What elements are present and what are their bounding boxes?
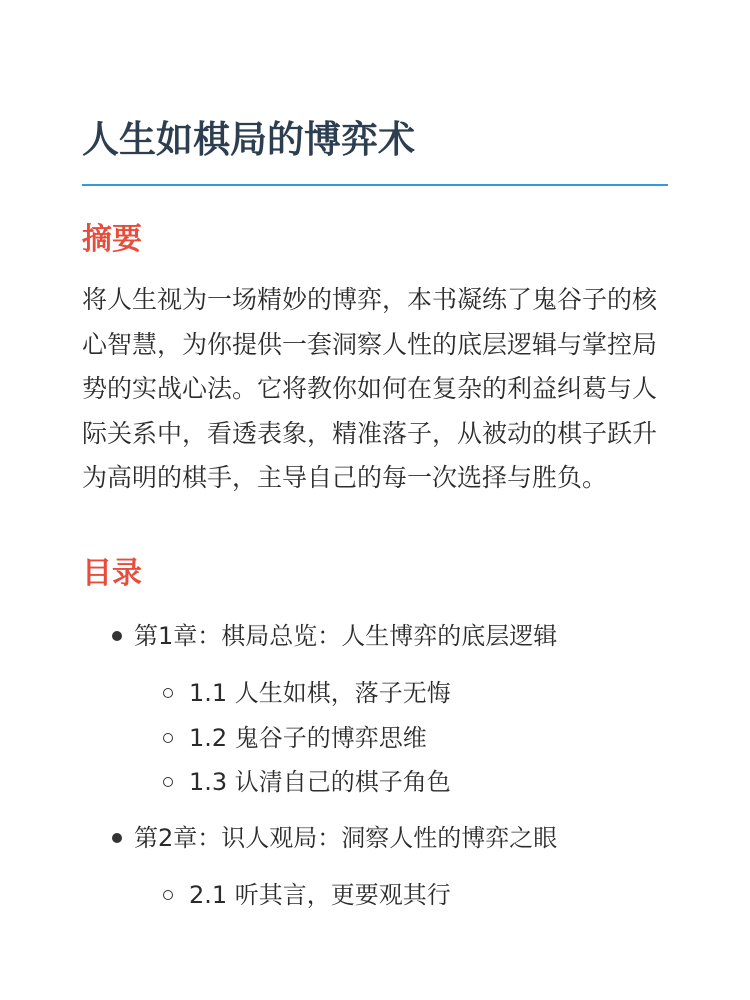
bullet-dot-icon [112,833,122,843]
toc-heading: 目录 [82,556,142,591]
bullet-ring-icon [163,890,173,900]
abstract-heading: 摘要 [82,222,142,257]
toc-section-label: 1.1 人生如棋，落子无悔 [189,679,451,707]
toc-chapter-label: 第1章：棋局总览：人生博弈的底层逻辑 [134,622,558,650]
toc-section-label: 2.1 听其言，更要观其行 [189,881,451,909]
document-title: 人生如棋局的博弈术 [82,118,415,161]
bullet-ring-icon [163,777,173,787]
bullet-ring-icon [163,733,173,743]
bullet-ring-icon [163,688,173,698]
bullet-dot-icon [112,631,122,641]
abstract-text: 将人生视为一场精妙的博弈，本书凝练了鬼谷子的核心智慧，为你提供一套洞察人性的底层逻辑与掌控局势的实战心法。它将教你如何在复杂的利益纠葛与人际关系中，看透表象，精准落子，从被动的棋子跃升为高明的棋手，主导自己的每一次选择与胜负。 [82,285,658,492]
toc-chapter-label: 第2章：识人观局：洞察人性的博弈之眼 [134,824,558,852]
toc-section-label: 1.2 鬼谷子的博弈思维 [189,724,427,752]
toc-section-label: 1.3 认清自己的棋子角色 [189,768,451,796]
